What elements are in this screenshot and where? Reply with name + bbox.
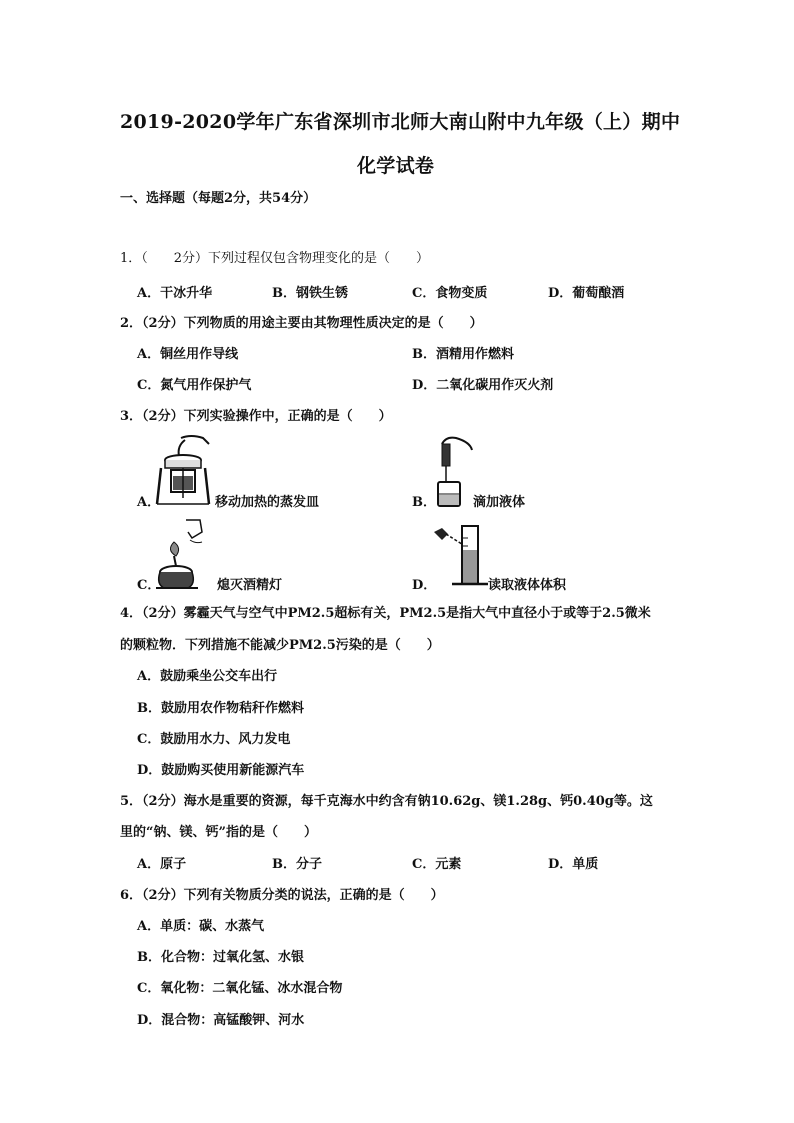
question-5-stem-line2: 里的“钠、镁、钙”指的是（ ） (120, 825, 317, 840)
question-4-stem-line1: 4．（2分）雾霾天气与空气中PM2.5超标有关，PM2.5是指大气中直径小于或等于2.5微米 (120, 606, 651, 621)
question-1-option-a: A．干冰升华 (137, 286, 213, 301)
section-header: 一、选择题（每题2分，共54分） (120, 191, 317, 206)
question-4-option-c: C．鼓励用水力、风力发电 (137, 732, 291, 747)
question-3-option-c-letter: C． (137, 578, 161, 593)
question-1-option-d: D．葡萄酿酒 (548, 286, 625, 301)
question-3-stem: 3．（2分）下列实验操作中，正确的是（ ） (120, 409, 392, 424)
question-3-option-a-letter: A． (137, 495, 161, 510)
question-6-option-c: C．氧化物：二氧化锰、冰水混合物 (137, 981, 343, 996)
graduated-cylinder-figure (432, 522, 492, 590)
question-4-option-b: B．鼓励用农作物秸秆作燃料 (137, 701, 304, 716)
alcohol-lamp-figure (152, 516, 212, 592)
question-2-stem: 2．（2分）下列物质的用途主要由其物理性质决定的是（ ） (120, 316, 483, 331)
question-5-option-a: A．原子 (137, 857, 187, 872)
question-6-option-b: B．化合物：过氧化氢、水银 (137, 950, 304, 965)
question-6-stem: 6．（2分）下列有关物质分类的说法，正确的是（ ） (120, 888, 444, 903)
page-subtitle: 化学试卷 (357, 155, 435, 177)
question-2-option-b: B．酒精用作燃料 (412, 347, 514, 362)
question-3-option-a-label: 移动加热的蒸发皿 (215, 495, 320, 510)
question-5-option-b: B．分子 (272, 857, 322, 872)
question-6-option-d: D．混合物：高锰酸钾、河水 (137, 1013, 305, 1028)
question-3-option-c-label: 熄灭酒精灯 (217, 578, 283, 593)
question-6-option-a: A．单质：碳、水蒸气 (137, 919, 265, 934)
question-4-stem-line2: 的颗粒物．下列措施不能减少PM2.5污染的是（ ） (120, 638, 440, 653)
question-5-option-c: C．元素 (412, 857, 462, 872)
question-3-option-d-letter: D． (412, 578, 437, 593)
evaporating-dish-figure (155, 432, 215, 510)
question-3-option-d-label: 读取液体体积 (488, 578, 567, 593)
question-2-option-c: C．氮气用作保护气 (137, 378, 252, 393)
question-4-option-a: A．鼓励乘坐公交车出行 (137, 669, 278, 684)
question-1-stem: 1．（ 2分）下列过程仅包含物理变化的是（ ） (120, 251, 430, 266)
question-1-option-b: B．钢铁生锈 (272, 286, 348, 301)
question-5-stem-line1: 5．（2分）海水是重要的资源，每千克海水中约含有钠10.62g、镁1.28g、钙0.40g等。这 (120, 794, 653, 809)
question-2-option-a: A．铜丝用作导线 (137, 347, 239, 362)
question-5-option-d: D．单质 (548, 857, 599, 872)
page-title: 2019-2020学年广东省深圳市北师大南山附中九年级（上）期中 (120, 111, 681, 133)
question-2-option-d: D．二氧化碳用作灭火剂 (412, 378, 554, 393)
question-3-option-b-label: 滴加液体 (473, 495, 526, 510)
question-3-option-b-letter: B． (412, 495, 436, 510)
question-1-option-c: C．食物变质 (412, 286, 488, 301)
question-4-option-d: D．鼓励购买使用新能源汽车 (137, 763, 305, 778)
